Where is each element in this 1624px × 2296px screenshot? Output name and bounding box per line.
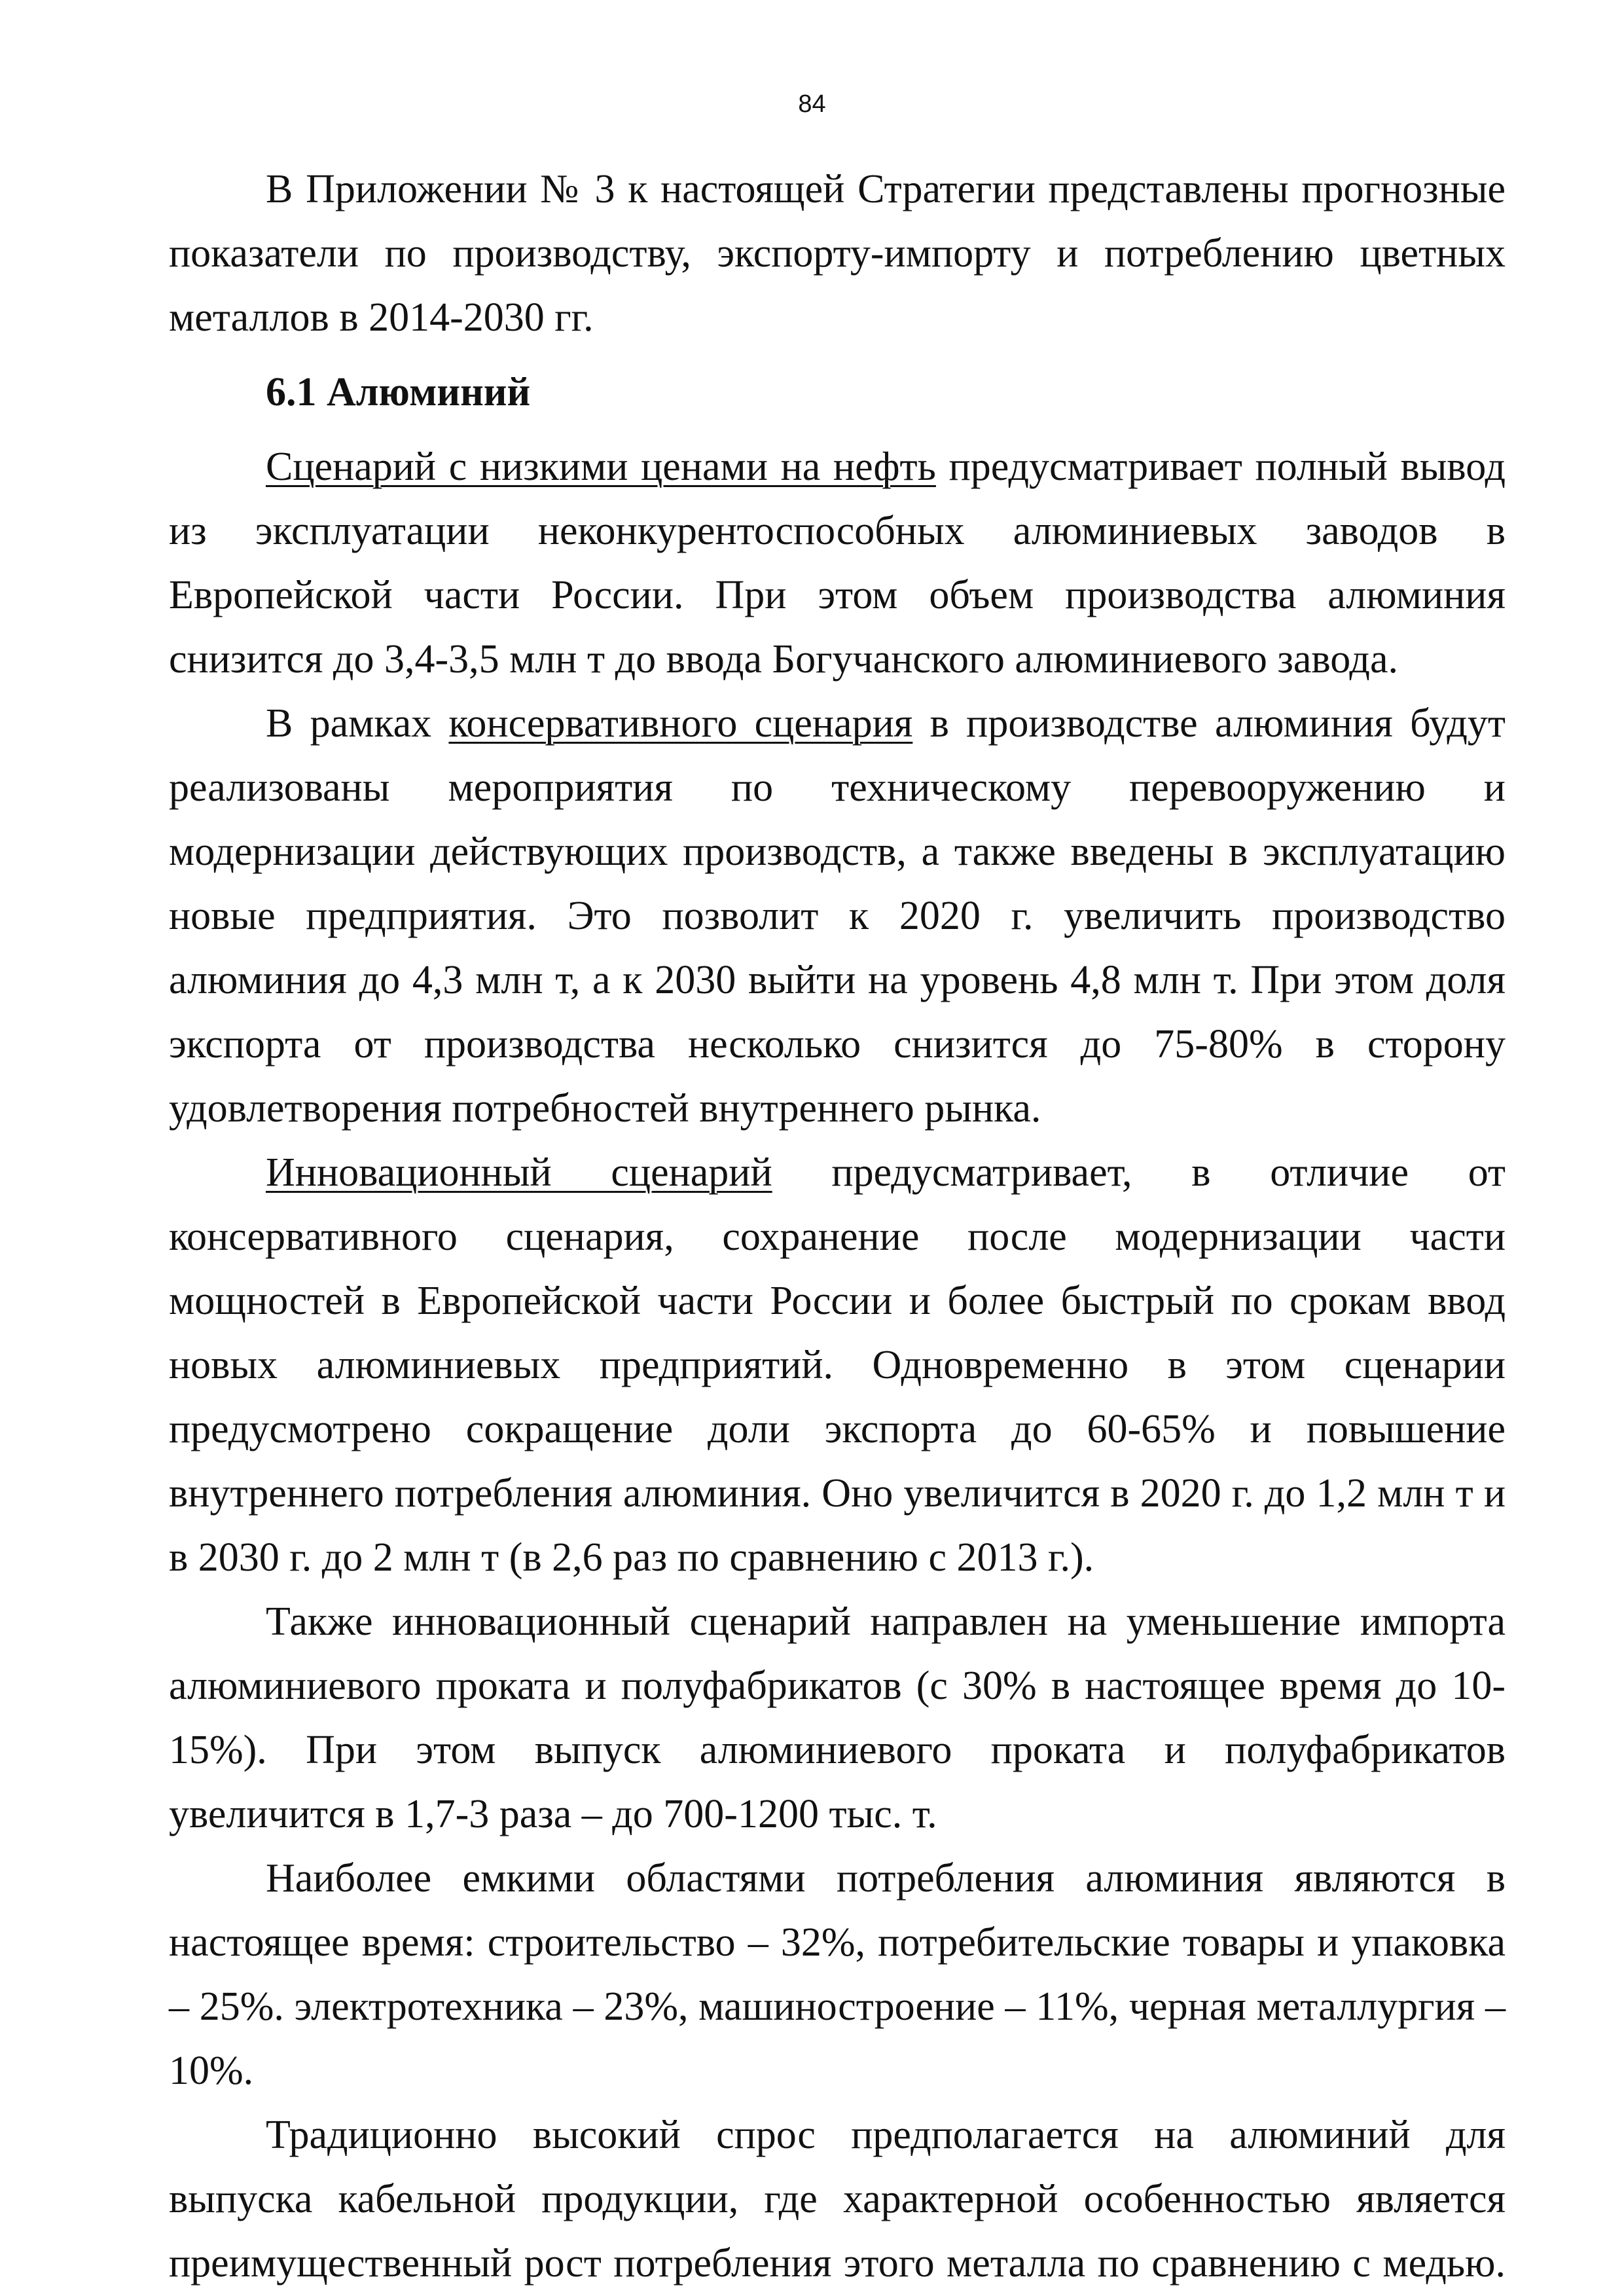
intro-paragraph: В Приложении № 3 к настоящей Стратегии представлены прогнозные показатели по производству, экспорту-импорту и потреблению цветных металлов в 2014-2030 гг. [169, 167, 1506, 340]
page-number: 84 [798, 90, 826, 118]
paragraph-cable-demand: Традиционно высокий спрос предполагается на алюминий для выпуска кабельной продукции, где характерной особенностью является преимущественный рост потребления этого металла по сравнению с медью. [169, 2113, 1506, 2286]
section-heading: 6.1 Алюминий [266, 370, 531, 414]
paragraph-conservative-scenario [169, 691, 1506, 1140]
paragraph-text: предусматривает полный вывод из эксплуатации неконкурентоспособных алюминиевых заводов в Европейской части России. При этом объем производства алюминия снизится до 3,4-3,5 млн т до ввода Богучанского алюминиевого завода. [169, 445, 1506, 682]
paragraph-text: в производстве алюминия будут реализованы мероприятия по техническому перевооружению и модернизации действующих производств, а также введены в эксплуатацию новые предприятия. Это позволит к 2020 г. увеличить производство алюминия до 4,3 млн т, а к 2030 выйти на уровень 4,8 млн т. При этом доля экспорта от производства несколько снизится до 75-80% в сторону удовлетворения потребностей внутреннего рынка. [169, 701, 1506, 1131]
underlined-term: Сценарий с низкими ценами на нефть [266, 445, 936, 489]
paragraph-innovation-scenario [169, 1140, 1506, 1590]
paragraph-lead: В рамках [266, 701, 449, 746]
underlined-term: Инновационный сценарий [266, 1150, 772, 1195]
paragraph-low-oil-scenario [169, 435, 1506, 691]
underlined-term: консервативного сценария [448, 701, 913, 746]
paragraph-consumption-areas: Наиболее емкими областями потребления алюминия являются в настоящее время: строительство – 32%, потребительские товары и упаковка – 25%. электротехника – 23%, машиностроение – 11%, черная металлургия – 10%. [169, 1856, 1506, 2093]
page-content [169, 157, 1506, 2295]
paragraph-text: предусматривает, в отличие от консервативного сценария, сохранение после модернизации части мощностей в Европейской части России и более быстрый по срокам ввод новых алюминиевых предприятий. Одновременно в этом сценарии предусмотрено сокращение доли экспорта до 60-65% и повышение внутреннего потребления алюминия. Оно увеличится в 2020 г. до 1,2 млн т и в 2030 г. до 2 млн т (в 2,6 раз по сравнению с 2013 г.). [169, 1150, 1506, 1580]
paragraph-import-reduction: Также инновационный сценарий направлен на уменьшение импорта алюминиевого проката и полуфабрикатов (с 30% в настоящее время до 10-15%). При этом выпуск алюминиевого проката и полуфабрикатов увеличится в 1,7-3 раза – до 700-1200 тыс. т. [169, 1599, 1506, 1836]
